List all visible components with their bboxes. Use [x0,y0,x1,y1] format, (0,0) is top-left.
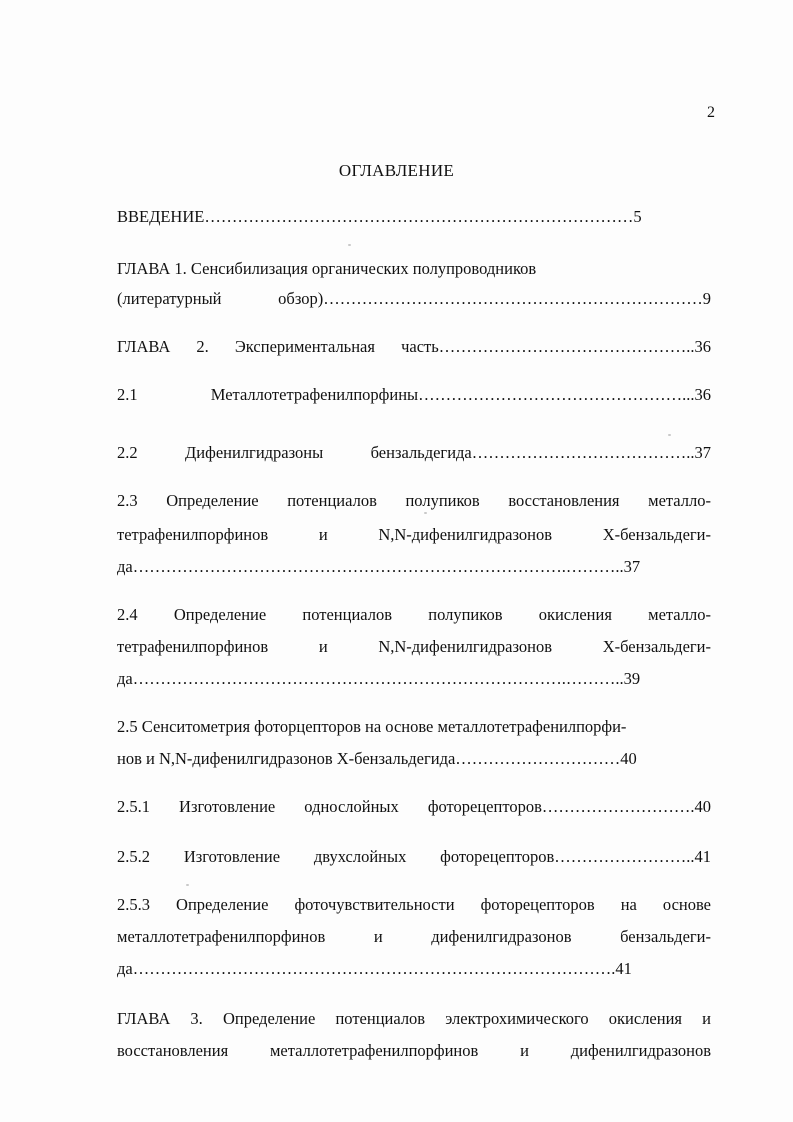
toc-entry-2-3-line-3: да…………………………………………………………………….………..37 [117,557,641,576]
scan-speck [348,244,351,246]
toc-entry-chapter-2: ГЛАВА 2. Экспериментальная часть………………………………………..36 [117,337,711,356]
toc-entry-2-3-line-2: тетрафенилпорфинов и N,N-дифенилгидразонов X-бензальдеги- [117,525,711,544]
toc-entry-2-4-line-2: тетрафенилпорфинов и N,N-дифенилгидразонов X-бензальдеги- [117,637,711,656]
scan-speck [424,512,427,514]
toc-entry-2-5-2: 2.5.2 Изготовление двухслойных фоторецепторов……………………..41 [117,847,711,866]
toc-entry-2-5-line-2: нов и N,N-дифенилгидразонов X-бензальдегида…………………………40 [117,749,637,768]
page-title: ОГЛАВЛЕНИЕ [338,161,455,180]
toc-entry-2-2: 2.2 Дифенилгидразоны бензальдегида…………………………………..37 [117,443,711,462]
toc-entry-2-3-line-1: 2.3 Определение потенциалов полупиков восстановления металло- [117,491,711,510]
toc-entry-2-5-3-line-1: 2.5.3 Определение фоточувствительности фоторецепторов на основе [117,895,711,914]
toc-entry-chapter-1-line-1: ГЛАВА 1. Сенсибилизация органических полупроводников [117,259,537,278]
toc-entry-2-5-3-line-2: металлотетрафенилпорфинов и дифенилгидразонов бензальдеги- [117,927,711,946]
toc-entry-2-4-line-1: 2.4 Определение потенциалов полупиков окисления металло- [117,605,711,624]
toc-entry-2-1: 2.1 Металлотетрафенилпорфины…………………………………………...36 [117,385,711,404]
scan-speck [668,434,671,436]
toc-entry-chapter-3-line-2: восстановления металлотетрафенилпорфинов и дифенилгидразонов [117,1041,711,1060]
toc-entry-introduction: ВВЕДЕНИЕ……………………………………………………………………5 [117,207,642,226]
toc-entry-2-5-1: 2.5.1 Изготовление однослойных фоторецепторов……………………….40 [117,797,711,816]
page-number: 2 [707,104,715,121]
toc-entry-2-5-3-line-3: да…………………………………………………………………………….41 [117,959,632,978]
toc-entry-2-5-line-1: 2.5 Сенситометрия фоторцепторов на основе металлотетрафенилпорфи- [117,717,627,736]
toc-entry-chapter-3-line-1: ГЛАВА 3. Определение потенциалов электрохимического окисления и [117,1009,711,1028]
scan-speck [186,884,189,886]
toc-entry-2-4-line-3: да…………………………………………………………………….………..39 [117,669,641,688]
toc-entry-chapter-1-line-2: (литературный обзор)……………………………………………………………9 [117,289,711,308]
